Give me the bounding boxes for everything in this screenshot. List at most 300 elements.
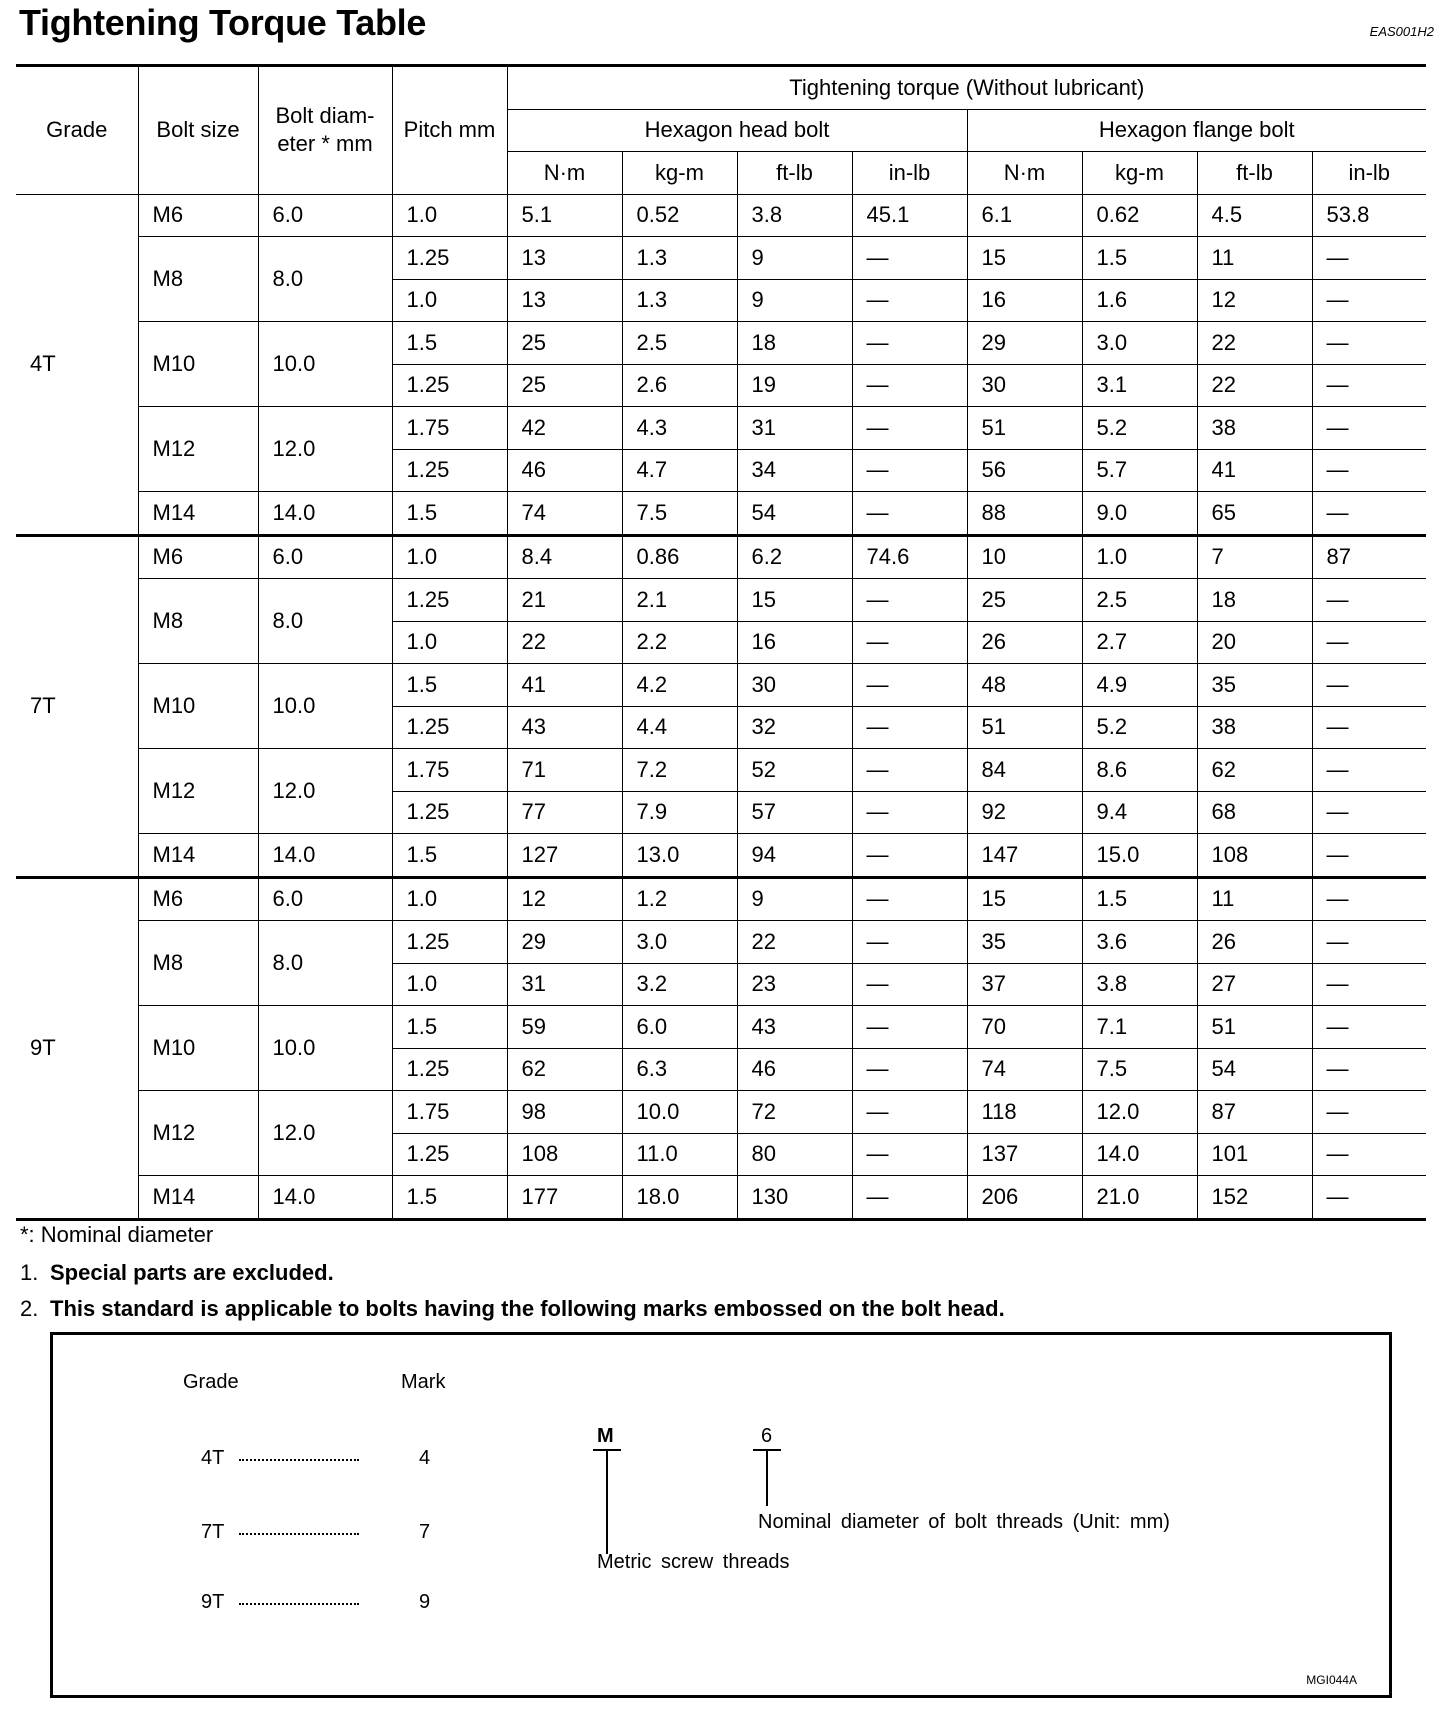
header-tightening-torque: Tightening torque (Without lubricant) <box>507 66 1426 110</box>
torque-value-cell: 137 <box>967 1133 1082 1176</box>
torque-value-cell: — <box>852 407 967 450</box>
bolt-size-cell: M14 <box>138 834 258 878</box>
torque-value-cell: — <box>1312 791 1426 834</box>
torque-value-cell: 4.4 <box>622 706 737 749</box>
torque-value-cell: 10 <box>967 535 1082 579</box>
torque-value-cell: 20 <box>1197 621 1312 664</box>
torque-value-cell: 41 <box>1197 449 1312 492</box>
header-unit: in-lb <box>852 152 967 195</box>
torque-value-cell: 43 <box>507 706 622 749</box>
torque-value-cell: 5.7 <box>1082 449 1197 492</box>
torque-value-cell: 7.9 <box>622 791 737 834</box>
leader-dots <box>239 1533 359 1535</box>
torque-value-cell: — <box>852 492 967 536</box>
torque-value-cell: 51 <box>967 407 1082 450</box>
bolt-diameter-cell: 6.0 <box>258 535 392 579</box>
torque-value-cell: 108 <box>1197 834 1312 878</box>
document-code: EAS001H2 <box>1369 24 1434 39</box>
torque-value-cell: 52 <box>737 749 852 792</box>
torque-value-cell: 147 <box>967 834 1082 878</box>
torque-value-cell: — <box>852 664 967 707</box>
pitch-cell: 1.0 <box>392 194 507 237</box>
torque-value-cell: — <box>852 364 967 407</box>
torque-value-cell: 22 <box>507 621 622 664</box>
torque-value-cell: 38 <box>1197 407 1312 450</box>
torque-value-cell: 14.0 <box>1082 1133 1197 1176</box>
pitch-cell: 1.25 <box>392 579 507 622</box>
torque-value-cell: — <box>1312 492 1426 536</box>
torque-value-cell: — <box>1312 963 1426 1006</box>
torque-value-cell: 3.0 <box>1082 322 1197 365</box>
note-text: Special parts are excluded. <box>50 1260 334 1285</box>
torque-value-cell: 3.2 <box>622 963 737 1006</box>
bolt-size-cell: M8 <box>138 921 258 1006</box>
torque-value-cell: 6.1 <box>967 194 1082 237</box>
grade-cell: 4T <box>16 194 138 535</box>
torque-value-cell: — <box>1312 1133 1426 1176</box>
header-unit: in-lb <box>1312 152 1426 195</box>
table-row <box>16 535 1426 579</box>
torque-value-cell: 16 <box>967 279 1082 322</box>
mark-value: 4 <box>419 1447 431 1469</box>
bolt-diameter-cell: 12.0 <box>258 1091 392 1176</box>
torque-value-cell: 0.62 <box>1082 194 1197 237</box>
torque-value-cell: 1.2 <box>622 877 737 921</box>
grade-group-4t <box>16 194 1426 535</box>
torque-value-cell: 74 <box>967 1048 1082 1091</box>
torque-value-cell: 4.7 <box>622 449 737 492</box>
grade-cell: 9T <box>16 877 138 1219</box>
table-row <box>16 877 1426 921</box>
torque-value-cell: 80 <box>737 1133 852 1176</box>
pitch-cell: 1.25 <box>392 921 507 964</box>
six-leader-line <box>766 1450 768 1506</box>
figure-code: MGI044A <box>1306 1673 1357 1687</box>
pitch-cell: 1.5 <box>392 834 507 878</box>
torque-value-cell: 9 <box>737 237 852 280</box>
m-leader-line <box>606 1450 608 1554</box>
torque-value-cell: 12 <box>507 877 622 921</box>
bolt-diameter-cell: 14.0 <box>258 492 392 536</box>
table-row <box>16 492 1426 536</box>
torque-value-cell: 1.5 <box>1082 877 1197 921</box>
torque-value-cell: 7.2 <box>622 749 737 792</box>
grade-group-7t <box>16 535 1426 877</box>
torque-value-cell: 177 <box>507 1176 622 1220</box>
torque-value-cell: 6.2 <box>737 535 852 579</box>
pitch-cell: 1.25 <box>392 1133 507 1176</box>
bolt-size-cell: M10 <box>138 322 258 407</box>
mark-value: 7 <box>419 1521 431 1543</box>
mark-grade: 4T <box>201 1447 225 1469</box>
bolt-size-cell: M8 <box>138 237 258 322</box>
torque-value-cell: 15 <box>737 579 852 622</box>
torque-value-cell: 13 <box>507 279 622 322</box>
header-unit: N·m <box>507 152 622 195</box>
torque-value-cell: 12 <box>1197 279 1312 322</box>
torque-value-cell: 3.6 <box>1082 921 1197 964</box>
bolt-diameter-cell: 6.0 <box>258 877 392 921</box>
pitch-cell: 1.5 <box>392 664 507 707</box>
notes <box>20 1222 1005 1332</box>
torque-value-cell: — <box>1312 279 1426 322</box>
header-bolt-diameter: Bolt diam- eter * mm <box>258 66 392 195</box>
label-metric-screw-threads: Metric screw threads <box>597 1551 790 1573</box>
torque-value-cell: — <box>852 1006 967 1049</box>
torque-value-cell: 29 <box>967 322 1082 365</box>
torque-value-cell: 54 <box>737 492 852 536</box>
torque-value-cell: 37 <box>967 963 1082 1006</box>
torque-value-cell: 25 <box>967 579 1082 622</box>
mark-grade-header: Grade <box>183 1371 239 1393</box>
torque-value-cell: — <box>1312 579 1426 622</box>
torque-value-cell: 21 <box>507 579 622 622</box>
torque-value-cell: 68 <box>1197 791 1312 834</box>
torque-value-cell: 15.0 <box>1082 834 1197 878</box>
torque-value-cell: 94 <box>737 834 852 878</box>
torque-value-cell: 13 <box>507 237 622 280</box>
torque-value-cell: 0.52 <box>622 194 737 237</box>
letter-6: 6 <box>761 1425 773 1447</box>
torque-value-cell: 108 <box>507 1133 622 1176</box>
bolt-mark-figure <box>50 1332 1392 1698</box>
torque-value-cell: 43 <box>737 1006 852 1049</box>
bolt-size-cell: M6 <box>138 194 258 237</box>
torque-value-cell: — <box>1312 621 1426 664</box>
torque-value-cell: 54 <box>1197 1048 1312 1091</box>
bolt-size-cell: M12 <box>138 749 258 834</box>
torque-value-cell: 1.5 <box>1082 237 1197 280</box>
pitch-cell: 1.25 <box>392 1048 507 1091</box>
torque-value-cell: 25 <box>507 322 622 365</box>
torque-value-cell: 98 <box>507 1091 622 1134</box>
torque-value-cell: — <box>852 749 967 792</box>
bolt-diameter-cell: 10.0 <box>258 664 392 749</box>
leader-dots <box>239 1603 359 1605</box>
note-item-2 <box>20 1296 1005 1322</box>
torque-value-cell: 15 <box>967 237 1082 280</box>
torque-value-cell: — <box>852 963 967 1006</box>
torque-value-cell: 127 <box>507 834 622 878</box>
pitch-cell: 1.25 <box>392 449 507 492</box>
torque-value-cell: 18 <box>737 322 852 365</box>
table-row <box>16 834 1426 878</box>
torque-value-cell: 51 <box>1197 1006 1312 1049</box>
torque-value-cell: 51 <box>967 706 1082 749</box>
torque-value-cell: — <box>852 322 967 365</box>
table-row <box>16 664 1426 707</box>
torque-value-cell: 0.86 <box>622 535 737 579</box>
torque-value-cell: 9.4 <box>1082 791 1197 834</box>
table-row <box>16 921 1426 964</box>
torque-value-cell: 4.3 <box>622 407 737 450</box>
torque-value-cell: 22 <box>737 921 852 964</box>
torque-value-cell: — <box>852 791 967 834</box>
torque-value-cell: 118 <box>967 1091 1082 1134</box>
torque-value-cell: — <box>852 877 967 921</box>
header-unit: ft-lb <box>737 152 852 195</box>
torque-value-cell: 92 <box>967 791 1082 834</box>
torque-value-cell: 48 <box>967 664 1082 707</box>
bolt-diameter-cell: 8.0 <box>258 237 392 322</box>
torque-value-cell: 2.2 <box>622 621 737 664</box>
torque-value-cell: — <box>1312 449 1426 492</box>
torque-value-cell: 74 <box>507 492 622 536</box>
torque-value-cell: 8.4 <box>507 535 622 579</box>
torque-value-cell: 206 <box>967 1176 1082 1220</box>
torque-value-cell: 5.2 <box>1082 407 1197 450</box>
torque-value-cell: 18.0 <box>622 1176 737 1220</box>
table-row <box>16 1176 1426 1220</box>
torque-value-cell: 6.3 <box>622 1048 737 1091</box>
torque-value-cell: 15 <box>967 877 1082 921</box>
torque-value-cell: 31 <box>737 407 852 450</box>
torque-value-cell: 3.1 <box>1082 364 1197 407</box>
torque-value-cell: 59 <box>507 1006 622 1049</box>
torque-value-cell: 7.1 <box>1082 1006 1197 1049</box>
torque-value-cell: 57 <box>737 791 852 834</box>
torque-value-cell: — <box>1312 407 1426 450</box>
torque-value-cell: 2.7 <box>1082 621 1197 664</box>
table-row <box>16 1091 1426 1134</box>
torque-value-cell: — <box>1312 1048 1426 1091</box>
torque-value-cell: — <box>852 1091 967 1134</box>
torque-value-cell: 27 <box>1197 963 1312 1006</box>
header-hexagon-head-bolt: Hexagon head bolt <box>507 109 967 152</box>
table-row <box>16 579 1426 622</box>
torque-value-cell: 11 <box>1197 237 1312 280</box>
header-bolt-size: Bolt size <box>138 66 258 195</box>
torque-value-cell: — <box>1312 1176 1426 1220</box>
torque-value-cell: 9 <box>737 877 852 921</box>
pitch-cell: 1.0 <box>392 621 507 664</box>
torque-value-cell: 23 <box>737 963 852 1006</box>
torque-value-cell: — <box>852 621 967 664</box>
torque-value-cell: 21.0 <box>1082 1176 1197 1220</box>
bolt-diameter-cell: 10.0 <box>258 1006 392 1091</box>
header-unit: kg-m <box>622 152 737 195</box>
torque-value-cell: 4.5 <box>1197 194 1312 237</box>
torque-value-cell: 53.8 <box>1312 194 1426 237</box>
note-number: 1. <box>20 1260 39 1285</box>
torque-value-cell: — <box>852 579 967 622</box>
table-row <box>16 322 1426 365</box>
bolt-diameter-cell: 14.0 <box>258 834 392 878</box>
header-grade: Grade <box>16 66 138 195</box>
pitch-cell: 1.25 <box>392 364 507 407</box>
torque-value-cell: 26 <box>1197 921 1312 964</box>
torque-value-cell: — <box>852 1048 967 1091</box>
bolt-size-cell: M6 <box>138 877 258 921</box>
torque-value-cell: 65 <box>1197 492 1312 536</box>
pitch-cell: 1.5 <box>392 1176 507 1220</box>
torque-value-cell: 32 <box>737 706 852 749</box>
torque-value-cell: 3.8 <box>737 194 852 237</box>
label-nominal-diameter: Nominal diameter of bolt threads (Unit: mm) <box>758 1511 1170 1533</box>
torque-value-cell: 7.5 <box>622 492 737 536</box>
torque-value-cell: 29 <box>507 921 622 964</box>
bolt-size-cell: M10 <box>138 664 258 749</box>
bolt-size-cell: M8 <box>138 579 258 664</box>
torque-table <box>16 64 1426 1221</box>
pitch-cell: 1.75 <box>392 749 507 792</box>
torque-value-cell: 19 <box>737 364 852 407</box>
torque-value-cell: 77 <box>507 791 622 834</box>
torque-value-cell: 3.8 <box>1082 963 1197 1006</box>
torque-value-cell: — <box>1312 237 1426 280</box>
torque-value-cell: 30 <box>967 364 1082 407</box>
torque-value-cell: 1.3 <box>622 237 737 280</box>
bolt-size-cell: M14 <box>138 1176 258 1220</box>
torque-value-cell: 4.2 <box>622 664 737 707</box>
torque-value-cell: 5.2 <box>1082 706 1197 749</box>
torque-value-cell: 84 <box>967 749 1082 792</box>
torque-value-cell: — <box>852 237 967 280</box>
torque-value-cell: — <box>852 921 967 964</box>
pitch-cell: 1.5 <box>392 1006 507 1049</box>
torque-value-cell: 25 <box>507 364 622 407</box>
table-row <box>16 237 1426 280</box>
bolt-size-cell: M10 <box>138 1006 258 1091</box>
bolt-diameter-cell: 6.0 <box>258 194 392 237</box>
torque-value-cell: 1.3 <box>622 279 737 322</box>
pitch-cell: 1.0 <box>392 877 507 921</box>
bolt-size-cell: M6 <box>138 535 258 579</box>
torque-value-cell: 42 <box>507 407 622 450</box>
bolt-diameter-cell: 8.0 <box>258 921 392 1006</box>
torque-value-cell: — <box>852 449 967 492</box>
torque-value-cell: — <box>852 706 967 749</box>
torque-value-cell: 31 <box>507 963 622 1006</box>
table-row <box>16 194 1426 237</box>
torque-value-cell: — <box>1312 1091 1426 1134</box>
torque-value-cell: — <box>1312 364 1426 407</box>
pitch-cell: 1.25 <box>392 791 507 834</box>
torque-value-cell: 3.0 <box>622 921 737 964</box>
torque-value-cell: 71 <box>507 749 622 792</box>
torque-value-cell: 5.1 <box>507 194 622 237</box>
torque-value-cell: 2.5 <box>622 322 737 365</box>
torque-value-cell: 7 <box>1197 535 1312 579</box>
torque-value-cell: 130 <box>737 1176 852 1220</box>
bolt-size-cell: M12 <box>138 1091 258 1176</box>
torque-value-cell: 70 <box>967 1006 1082 1049</box>
torque-value-cell: 1.6 <box>1082 279 1197 322</box>
pitch-cell: 1.5 <box>392 492 507 536</box>
header-unit: kg-m <box>1082 152 1197 195</box>
torque-value-cell: 2.5 <box>1082 579 1197 622</box>
grade-group-9t <box>16 877 1426 1219</box>
mark-value: 9 <box>419 1591 431 1613</box>
torque-value-cell: 9 <box>737 279 852 322</box>
mark-header: Mark <box>401 1371 446 1393</box>
torque-value-cell: 2.6 <box>622 364 737 407</box>
note-number: 2. <box>20 1296 39 1321</box>
note-item-1 <box>20 1260 1005 1286</box>
torque-value-cell: — <box>1312 706 1426 749</box>
pitch-cell: 1.25 <box>392 706 507 749</box>
bolt-size-cell: M14 <box>138 492 258 536</box>
pitch-cell: 1.75 <box>392 407 507 450</box>
page-title: Tightening Torque Table <box>19 2 427 43</box>
header-unit: N·m <box>967 152 1082 195</box>
torque-value-cell: 46 <box>737 1048 852 1091</box>
bolt-diameter-cell: 14.0 <box>258 1176 392 1220</box>
torque-value-cell: 7.5 <box>1082 1048 1197 1091</box>
pitch-cell: 1.5 <box>392 322 507 365</box>
table-row <box>16 749 1426 792</box>
torque-value-cell: 45.1 <box>852 194 967 237</box>
torque-value-cell: 38 <box>1197 706 1312 749</box>
torque-value-cell: 152 <box>1197 1176 1312 1220</box>
torque-value-cell: 22 <box>1197 364 1312 407</box>
mark-grade: 7T <box>201 1521 225 1543</box>
torque-value-cell: 34 <box>737 449 852 492</box>
torque-value-cell: — <box>852 279 967 322</box>
torque-value-cell: 30 <box>737 664 852 707</box>
header-pitch: Pitch mm <box>392 66 507 195</box>
torque-value-cell: 41 <box>507 664 622 707</box>
letter-m: M <box>597 1425 614 1447</box>
torque-value-cell: 62 <box>1197 749 1312 792</box>
torque-value-cell: 35 <box>1197 664 1312 707</box>
pitch-cell: 1.25 <box>392 237 507 280</box>
header-unit: ft-lb <box>1197 152 1312 195</box>
table-row <box>16 407 1426 450</box>
bolt-diameter-cell: 12.0 <box>258 407 392 492</box>
torque-value-cell: 1.0 <box>1082 535 1197 579</box>
torque-value-cell: 72 <box>737 1091 852 1134</box>
pitch-cell: 1.0 <box>392 535 507 579</box>
torque-value-cell: — <box>1312 921 1426 964</box>
torque-value-cell: 10.0 <box>622 1091 737 1134</box>
torque-value-cell: 22 <box>1197 322 1312 365</box>
torque-value-cell: — <box>1312 1006 1426 1049</box>
torque-value-cell: 88 <box>967 492 1082 536</box>
torque-value-cell: 101 <box>1197 1133 1312 1176</box>
torque-value-cell: — <box>1312 877 1426 921</box>
torque-value-cell: — <box>852 834 967 878</box>
torque-value-cell: 12.0 <box>1082 1091 1197 1134</box>
torque-value-cell: 2.1 <box>622 579 737 622</box>
grade-cell: 7T <box>16 535 138 877</box>
torque-value-cell: 11 <box>1197 877 1312 921</box>
torque-value-cell: 11.0 <box>622 1133 737 1176</box>
bolt-diameter-cell: 8.0 <box>258 579 392 664</box>
torque-value-cell: — <box>852 1133 967 1176</box>
pitch-cell: 1.75 <box>392 1091 507 1134</box>
torque-value-cell: 74.6 <box>852 535 967 579</box>
torque-value-cell: 13.0 <box>622 834 737 878</box>
torque-value-cell: — <box>852 1176 967 1220</box>
header-hexagon-flange-bolt: Hexagon flange bolt <box>967 109 1426 152</box>
torque-value-cell: 4.9 <box>1082 664 1197 707</box>
torque-value-cell: 26 <box>967 621 1082 664</box>
bolt-diameter-cell: 12.0 <box>258 749 392 834</box>
pitch-cell: 1.0 <box>392 963 507 1006</box>
mark-grade: 9T <box>201 1591 225 1613</box>
torque-value-cell: 8.6 <box>1082 749 1197 792</box>
torque-value-cell: 56 <box>967 449 1082 492</box>
torque-value-cell: 35 <box>967 921 1082 964</box>
torque-value-cell: 62 <box>507 1048 622 1091</box>
pitch-cell: 1.0 <box>392 279 507 322</box>
torque-value-cell: 18 <box>1197 579 1312 622</box>
torque-value-cell: 87 <box>1312 535 1426 579</box>
torque-value-cell: — <box>1312 664 1426 707</box>
note-text: This standard is applicable to bolts having the following marks embossed on the bolt head. <box>50 1296 1005 1321</box>
bolt-diameter-cell: 10.0 <box>258 322 392 407</box>
